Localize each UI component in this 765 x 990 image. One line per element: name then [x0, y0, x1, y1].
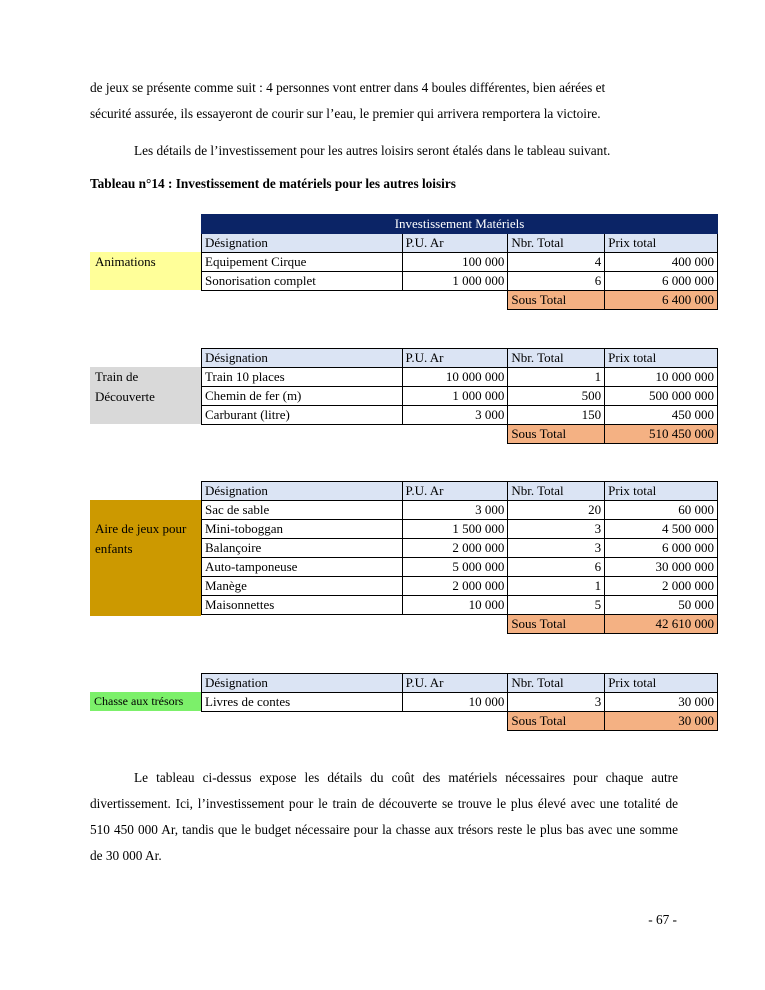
table-row	[202, 272, 718, 291]
column-header: Désignation	[202, 234, 403, 253]
table-row	[202, 577, 718, 596]
subtotal-row	[202, 425, 718, 444]
intro-line-2: sécurité assurée, ils essayeront de courir sur l’eau, le premier qui arrivera remportera la victoire.	[90, 106, 601, 121]
table-row	[202, 387, 718, 406]
cell-nbr: 150	[508, 406, 605, 425]
subtotal-value: 6 400 000	[605, 291, 718, 310]
subtotal-row	[202, 712, 718, 731]
group-label: Aire de jeux pour enfants	[90, 500, 201, 616]
cell-designation: Maisonnettes	[202, 596, 403, 615]
group-label: Chasse aux trésors	[90, 692, 201, 711]
cell-designation: Livres de contes	[202, 693, 403, 712]
header-row	[202, 234, 718, 253]
table-row	[202, 520, 718, 539]
cell-designation: Manège	[202, 577, 403, 596]
cell-total: 4 500 000	[605, 520, 718, 539]
column-header: Prix total	[605, 482, 718, 501]
cell-pu: 2 000 000	[402, 577, 508, 596]
column-header: P.U. Ar	[402, 482, 508, 501]
cell-total: 500 000 000	[605, 387, 718, 406]
table-caption: Tableau n°14 : Investissement de matériels pour les autres loisirs	[90, 176, 456, 191]
column-header: Désignation	[202, 349, 403, 368]
table-row	[202, 501, 718, 520]
conclusion-paragraph: Le tableau ci-dessus expose les détails du coût des matériels nécessaires pour chaque autre divertissement. Ici, l’investissement pour le train de découverte se trouve le plus élevé avec une totalité de 510 450 000 Ar, tandis que le budget nécessaire pour la chasse aux trésors reste le plus bas avec une somme de 30 000 Ar.	[90, 770, 678, 863]
cell-total: 10 000 000	[605, 368, 718, 387]
investment-table	[201, 348, 718, 444]
header-row	[202, 482, 718, 501]
cell-designation: Auto-tamponeuse	[202, 558, 403, 577]
cell-pu: 10 000 000	[402, 368, 508, 387]
group-label: Train de Découverte	[90, 367, 201, 424]
column-header: Nbr. Total	[508, 674, 605, 693]
cell-total: 6 000 000	[605, 272, 718, 291]
table-row	[202, 368, 718, 387]
cell-pu: 1 000 000	[402, 387, 508, 406]
cell-pu: 10 000	[402, 693, 508, 712]
cell-designation: Mini-toboggan	[202, 520, 403, 539]
cell-pu: 10 000	[402, 596, 508, 615]
cell-nbr: 6	[508, 558, 605, 577]
cell-designation: Carburant (litre)	[202, 406, 403, 425]
table-row	[202, 406, 718, 425]
table-row	[202, 253, 718, 272]
subtotal-row	[202, 291, 718, 310]
cell-pu: 100 000	[402, 253, 508, 272]
intro-paragraph: Les détails de l’investissement pour les autres loisirs seront étalés dans le tableau suivant.	[134, 143, 611, 158]
cell-nbr: 20	[508, 501, 605, 520]
cell-total: 450 000	[605, 406, 718, 425]
column-header: Désignation	[202, 482, 403, 501]
cell-nbr: 1	[508, 368, 605, 387]
cell-total: 60 000	[605, 501, 718, 520]
subtotal-value: 510 450 000	[605, 425, 718, 444]
table-row	[202, 539, 718, 558]
subtotal-label: Sous Total	[508, 425, 605, 444]
page-number: - 67 -	[648, 912, 677, 927]
cell-pu: 5 000 000	[402, 558, 508, 577]
cell-total: 30 000 000	[605, 558, 718, 577]
table-banner: Investissement Matériels	[202, 215, 718, 234]
table-row	[202, 693, 718, 712]
subtotal-value: 42 610 000	[605, 615, 718, 634]
group-label: Animations	[90, 252, 201, 290]
subtotal-label: Sous Total	[508, 291, 605, 310]
column-header: Prix total	[605, 234, 718, 253]
column-header: P.U. Ar	[402, 349, 508, 368]
table-row	[202, 558, 718, 577]
investment-table	[201, 673, 718, 731]
cell-total: 400 000	[605, 253, 718, 272]
column-header: P.U. Ar	[402, 674, 508, 693]
subtotal-label: Sous Total	[508, 615, 605, 634]
cell-nbr: 1	[508, 577, 605, 596]
header-row	[202, 674, 718, 693]
cell-nbr: 3	[508, 520, 605, 539]
cell-designation: Equipement Cirque	[202, 253, 403, 272]
cell-pu: 1 500 000	[402, 520, 508, 539]
column-header: Désignation	[202, 674, 403, 693]
column-header: Nbr. Total	[508, 234, 605, 253]
column-header: Nbr. Total	[508, 482, 605, 501]
cell-total: 2 000 000	[605, 577, 718, 596]
cell-pu: 3 000	[402, 406, 508, 425]
cell-pu: 2 000 000	[402, 539, 508, 558]
cell-designation: Balançoire	[202, 539, 403, 558]
cell-total: 50 000	[605, 596, 718, 615]
cell-designation: Sonorisation complet	[202, 272, 403, 291]
header-row	[202, 349, 718, 368]
column-header: Nbr. Total	[508, 349, 605, 368]
subtotal-row	[202, 615, 718, 634]
cell-nbr: 3	[508, 693, 605, 712]
column-header: Prix total	[605, 674, 718, 693]
investment-table	[201, 481, 718, 634]
cell-total: 6 000 000	[605, 539, 718, 558]
subtotal-value: 30 000	[605, 712, 718, 731]
cell-nbr: 500	[508, 387, 605, 406]
subtotal-label: Sous Total	[508, 712, 605, 731]
cell-nbr: 5	[508, 596, 605, 615]
column-header: Prix total	[605, 349, 718, 368]
column-header: P.U. Ar	[402, 234, 508, 253]
cell-nbr: 4	[508, 253, 605, 272]
cell-pu: 1 000 000	[402, 272, 508, 291]
cell-pu: 3 000	[402, 501, 508, 520]
cell-designation: Chemin de fer (m)	[202, 387, 403, 406]
cell-nbr: 6	[508, 272, 605, 291]
table-row	[202, 596, 718, 615]
intro-line-1: de jeux se présente comme suit : 4 personnes vont entrer dans 4 boules différentes, bien aérées et	[90, 80, 606, 95]
cell-designation: Sac de sable	[202, 501, 403, 520]
investment-table	[201, 214, 718, 310]
cell-total: 30 000	[605, 693, 718, 712]
cell-designation: Train 10 places	[202, 368, 403, 387]
cell-nbr: 3	[508, 539, 605, 558]
